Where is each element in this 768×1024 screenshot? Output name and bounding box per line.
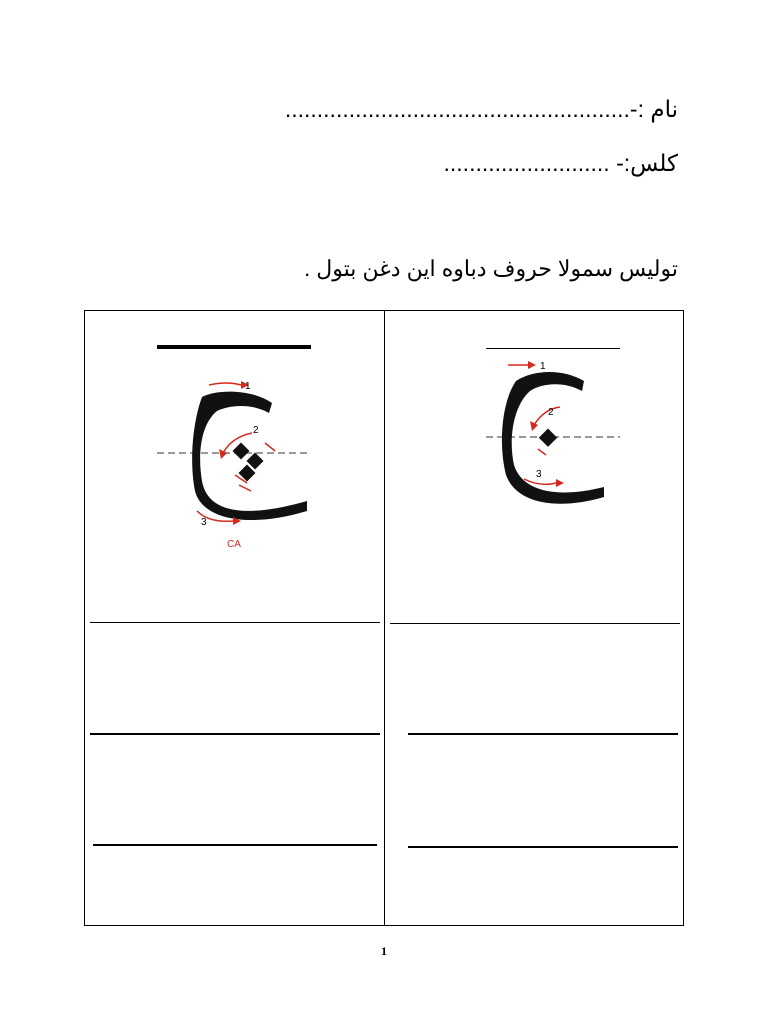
- name-label: نام :-: [629, 96, 678, 122]
- letter-card-cha: [157, 351, 311, 551]
- left-step-2: 2: [253, 425, 259, 436]
- writing-line-left-1[interactable]: [90, 622, 380, 623]
- name-blank[interactable]: ......................................................: [284, 96, 630, 122]
- name-field-line: [285, 96, 678, 123]
- class-label: كلس:-: [616, 150, 678, 176]
- writing-line-right-2[interactable]: [408, 733, 678, 735]
- right-step-1: 1: [540, 361, 546, 372]
- writing-line-left-2[interactable]: [90, 733, 380, 735]
- letter-card-jim: [486, 351, 620, 511]
- class-blank[interactable]: ..........................: [443, 150, 610, 176]
- left-caption: CA: [227, 539, 241, 550]
- left-step-1: 1: [245, 381, 251, 392]
- instruction-text: توليس سمولا حروف دباوه اين دغن بتول .: [304, 256, 678, 281]
- right-step-3: 3: [536, 469, 542, 480]
- letter-jim-diagram: [486, 351, 620, 511]
- left-step-3: 3: [201, 517, 207, 528]
- class-field-line: [444, 150, 678, 177]
- column-divider: [384, 311, 385, 925]
- writing-line-left-3[interactable]: [93, 844, 377, 846]
- practice-table: [84, 310, 684, 926]
- right-step-2: 2: [548, 407, 554, 418]
- left-top-rule: [157, 345, 311, 349]
- writing-line-right-3[interactable]: [408, 846, 678, 848]
- right-top-rule: [486, 348, 620, 349]
- page-number: 1: [381, 944, 387, 958]
- letter-cha-diagram: [157, 351, 311, 551]
- dot-1: [233, 443, 250, 460]
- dot-jim: [539, 429, 557, 447]
- writing-line-right-1[interactable]: [390, 623, 680, 624]
